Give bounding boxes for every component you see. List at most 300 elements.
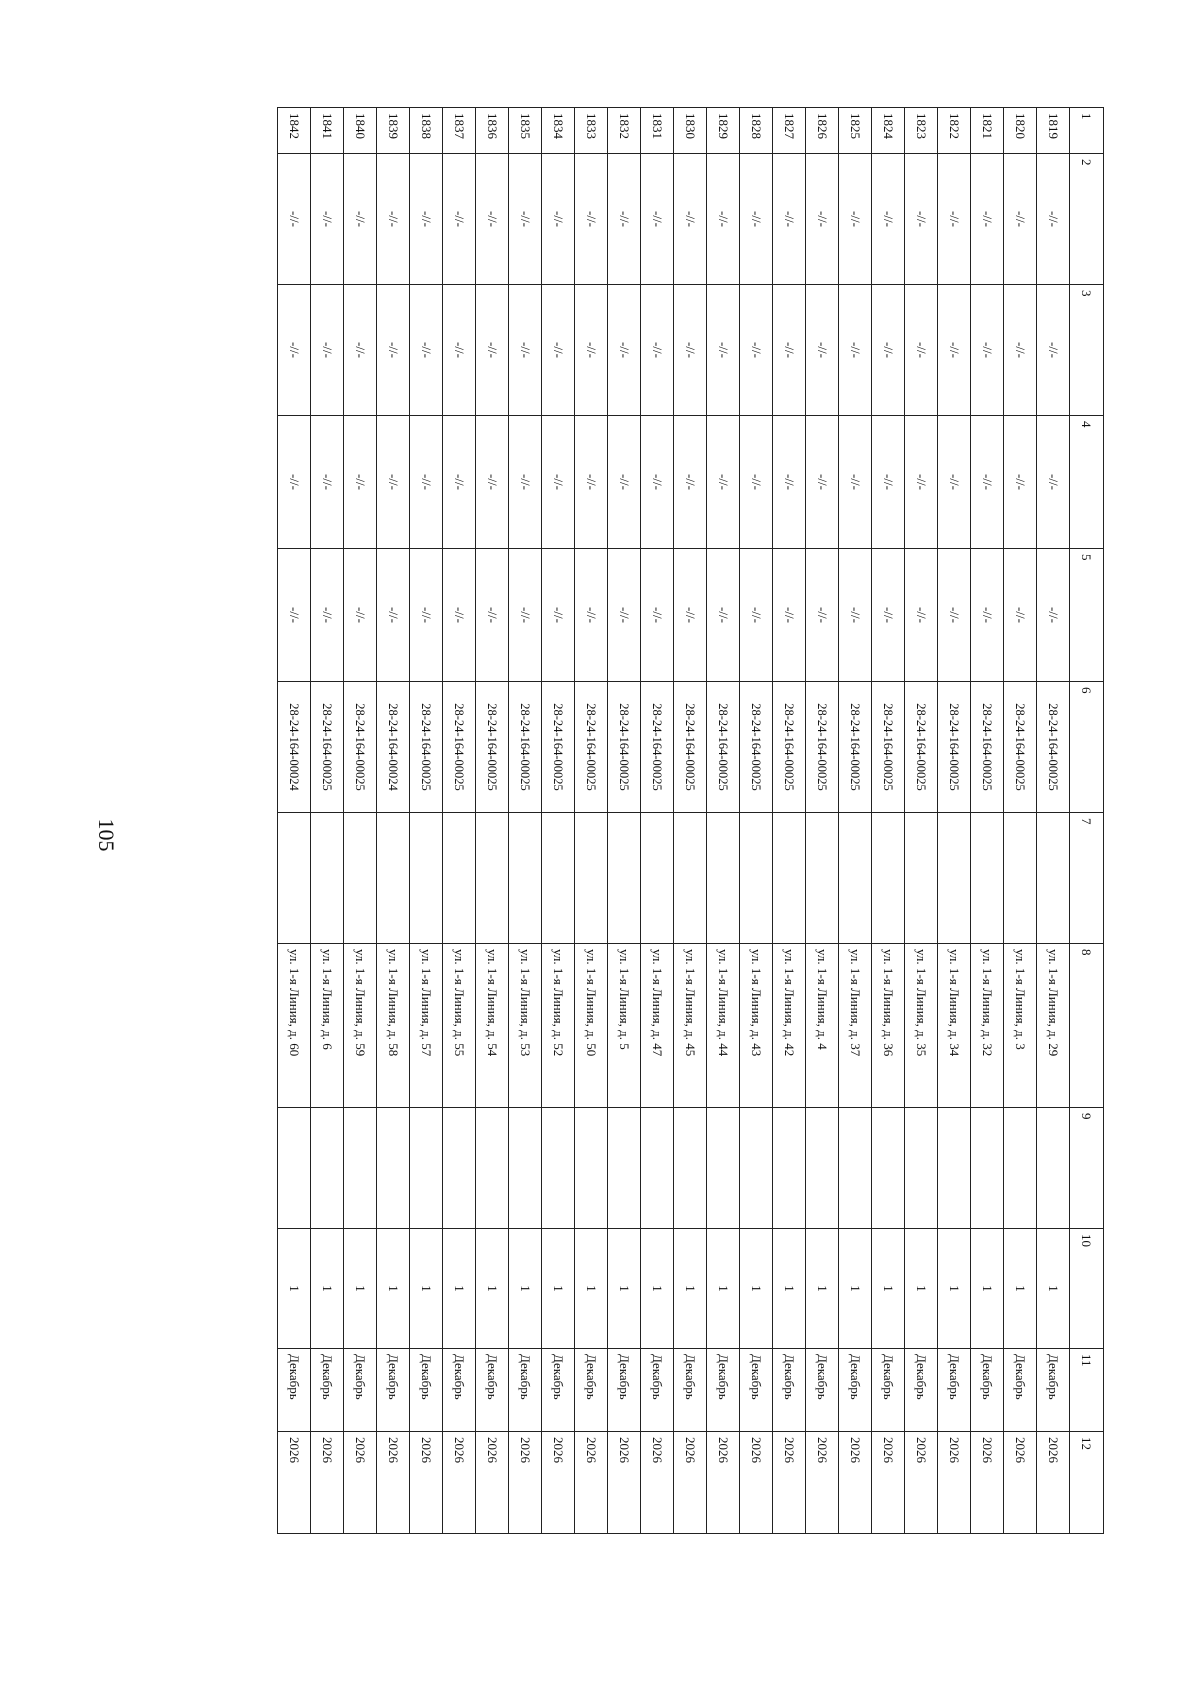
col-7-cell: [476, 813, 509, 944]
header-cell: 6: [1070, 682, 1104, 813]
col-2-cell: -//-: [344, 154, 377, 285]
col-2-cell: -//-: [938, 154, 971, 285]
col-9-cell: [1037, 1108, 1070, 1229]
quantity-cell: 1: [1004, 1229, 1037, 1349]
col-2-cell: -//-: [773, 154, 806, 285]
col-2-cell: -//-: [707, 154, 740, 285]
col-5-cell: -//-: [1004, 549, 1037, 682]
col-7-cell: [707, 813, 740, 944]
header-cell: 11: [1070, 1349, 1104, 1432]
col-2-cell: -//-: [839, 154, 872, 285]
quantity-cell: 1: [443, 1229, 476, 1349]
col-3-cell: -//-: [1037, 285, 1070, 416]
quantity-cell: 1: [839, 1229, 872, 1349]
row-number-cell: 1833: [575, 108, 608, 154]
address-cell: ул. 1-я Линия, д. 47: [641, 944, 674, 1108]
col-7-cell: [608, 813, 641, 944]
quantity-cell: 1: [476, 1229, 509, 1349]
quantity-cell: 1: [410, 1229, 443, 1349]
col-9-cell: [674, 1108, 707, 1229]
col-7-cell: [971, 813, 1004, 944]
table-row: [608, 108, 641, 1534]
row-number-cell: 1839: [377, 108, 410, 154]
cadastral-number-cell: 28-24-164-00025: [1004, 682, 1037, 813]
table-row: [872, 108, 905, 1534]
month-cell: Декабрь: [476, 1349, 509, 1432]
quantity-cell: 1: [377, 1229, 410, 1349]
month-cell: Декабрь: [740, 1349, 773, 1432]
cadastral-number-cell: 28-24-164-00025: [707, 682, 740, 813]
col-9-cell: [608, 1108, 641, 1229]
col-9-cell: [509, 1108, 542, 1229]
col-9-cell: [971, 1108, 1004, 1229]
col-3-cell: -//-: [542, 285, 575, 416]
col-4-cell: -//-: [839, 416, 872, 549]
address-cell: ул. 1-я Линия, д. 42: [773, 944, 806, 1108]
quantity-cell: 1: [311, 1229, 344, 1349]
col-7-cell: [377, 813, 410, 944]
col-2-cell: -//-: [872, 154, 905, 285]
col-5-cell: -//-: [839, 549, 872, 682]
row-number-cell: 1828: [740, 108, 773, 154]
month-cell: Декабрь: [311, 1349, 344, 1432]
address-cell: ул. 1-я Линия, д. 45: [674, 944, 707, 1108]
col-5-cell: -//-: [608, 549, 641, 682]
month-cell: Декабрь: [938, 1349, 971, 1432]
col-7-cell: [740, 813, 773, 944]
col-9-cell: [443, 1108, 476, 1229]
col-4-cell: -//-: [641, 416, 674, 549]
col-3-cell: -//-: [575, 285, 608, 416]
row-number-cell: 1831: [641, 108, 674, 154]
quantity-cell: 1: [278, 1229, 311, 1349]
table-row: [938, 108, 971, 1534]
table-row: [278, 108, 311, 1534]
year-cell: 2026: [410, 1432, 443, 1534]
header-cell: 12: [1070, 1432, 1104, 1534]
table-row: [1004, 108, 1037, 1534]
col-4-cell: -//-: [278, 416, 311, 549]
col-4-cell: -//-: [806, 416, 839, 549]
row-number-cell: 1832: [608, 108, 641, 154]
col-7-cell: [1037, 813, 1070, 944]
cadastral-number-cell: 28-24-164-00025: [476, 682, 509, 813]
col-2-cell: -//-: [575, 154, 608, 285]
table-row: [344, 108, 377, 1534]
cadastral-number-cell: 28-24-164-00025: [872, 682, 905, 813]
address-cell: ул. 1-я Линия, д. 53: [509, 944, 542, 1108]
header-cell: 9: [1070, 1108, 1104, 1229]
header-cell: 8: [1070, 944, 1104, 1108]
header-row: [1070, 108, 1104, 1534]
year-cell: 2026: [344, 1432, 377, 1534]
table-row: [443, 108, 476, 1534]
month-cell: Декабрь: [872, 1349, 905, 1432]
address-cell: ул. 1-я Линия, д. 52: [542, 944, 575, 1108]
col-3-cell: -//-: [509, 285, 542, 416]
table-row: [905, 108, 938, 1534]
col-5-cell: -//-: [674, 549, 707, 682]
col-7-cell: [872, 813, 905, 944]
header-cell: 5: [1070, 549, 1104, 682]
address-cell: ул. 1-я Линия, д. 4: [806, 944, 839, 1108]
table-row: [839, 108, 872, 1534]
address-cell: ул. 1-я Линия, д. 60: [278, 944, 311, 1108]
cadastral-number-cell: 28-24-164-00025: [773, 682, 806, 813]
table-row: [377, 108, 410, 1534]
col-5-cell: -//-: [476, 549, 509, 682]
col-2-cell: -//-: [509, 154, 542, 285]
month-cell: Декабрь: [1004, 1349, 1037, 1432]
year-cell: 2026: [674, 1432, 707, 1534]
year-cell: 2026: [1004, 1432, 1037, 1534]
month-cell: Декабрь: [608, 1349, 641, 1432]
col-3-cell: -//-: [278, 285, 311, 416]
col-3-cell: -//-: [476, 285, 509, 416]
year-cell: 2026: [542, 1432, 575, 1534]
col-4-cell: -//-: [608, 416, 641, 549]
col-4-cell: -//-: [344, 416, 377, 549]
month-cell: Декабрь: [707, 1349, 740, 1432]
year-cell: 2026: [575, 1432, 608, 1534]
col-2-cell: -//-: [641, 154, 674, 285]
year-cell: 2026: [740, 1432, 773, 1534]
row-number-cell: 1821: [971, 108, 1004, 154]
col-2-cell: -//-: [278, 154, 311, 285]
col-9-cell: [872, 1108, 905, 1229]
col-5-cell: -//-: [311, 549, 344, 682]
cadastral-number-cell: 28-24-164-00025: [575, 682, 608, 813]
row-number-cell: 1829: [707, 108, 740, 154]
col-2-cell: -//-: [410, 154, 443, 285]
col-9-cell: [542, 1108, 575, 1229]
col-2-cell: -//-: [311, 154, 344, 285]
col-9-cell: [641, 1108, 674, 1229]
quantity-cell: 1: [971, 1229, 1004, 1349]
col-5-cell: -//-: [344, 549, 377, 682]
col-4-cell: -//-: [509, 416, 542, 549]
cadastral-number-cell: 28-24-164-00025: [971, 682, 1004, 813]
cadastral-number-cell: 28-24-164-00025: [740, 682, 773, 813]
col-4-cell: -//-: [311, 416, 344, 549]
col-7-cell: [905, 813, 938, 944]
col-2-cell: -//-: [1004, 154, 1037, 285]
cadastral-number-cell: 28-24-164-00025: [410, 682, 443, 813]
year-cell: 2026: [509, 1432, 542, 1534]
address-cell: ул. 1-я Линия, д. 36: [872, 944, 905, 1108]
col-9-cell: [410, 1108, 443, 1229]
col-5-cell: -//-: [806, 549, 839, 682]
cadastral-number-cell: 28-24-164-00025: [674, 682, 707, 813]
col-4-cell: -//-: [1037, 416, 1070, 549]
col-7-cell: [344, 813, 377, 944]
row-number-cell: 1842: [278, 108, 311, 154]
table-row: [410, 108, 443, 1534]
year-cell: 2026: [806, 1432, 839, 1534]
table-row: [476, 108, 509, 1534]
year-cell: 2026: [839, 1432, 872, 1534]
cadastral-number-cell: 28-24-164-00025: [1037, 682, 1070, 813]
col-9-cell: [575, 1108, 608, 1229]
month-cell: Декабрь: [839, 1349, 872, 1432]
col-5-cell: -//-: [1037, 549, 1070, 682]
col-4-cell: -//-: [476, 416, 509, 549]
quantity-cell: 1: [773, 1229, 806, 1349]
col-7-cell: [278, 813, 311, 944]
col-5-cell: -//-: [707, 549, 740, 682]
col-3-cell: -//-: [311, 285, 344, 416]
col-4-cell: -//-: [443, 416, 476, 549]
quantity-cell: 1: [608, 1229, 641, 1349]
cadastral-number-cell: 28-24-164-00025: [905, 682, 938, 813]
col-7-cell: [575, 813, 608, 944]
col-9-cell: [938, 1108, 971, 1229]
row-number-cell: 1819: [1037, 108, 1070, 154]
row-number-cell: 1835: [509, 108, 542, 154]
month-cell: Декабрь: [509, 1349, 542, 1432]
month-cell: Декабрь: [410, 1349, 443, 1432]
col-7-cell: [443, 813, 476, 944]
cadastral-number-cell: 28-24-164-00025: [806, 682, 839, 813]
address-cell: ул. 1-я Линия, д. 34: [938, 944, 971, 1108]
col-3-cell: -//-: [1004, 285, 1037, 416]
cadastral-number-cell: 28-24-164-00025: [509, 682, 542, 813]
col-7-cell: [674, 813, 707, 944]
col-3-cell: -//-: [707, 285, 740, 416]
col-9-cell: [344, 1108, 377, 1229]
quantity-cell: 1: [872, 1229, 905, 1349]
address-cell: ул. 1-я Линия, д. 57: [410, 944, 443, 1108]
cadastral-number-cell: 28-24-164-00025: [443, 682, 476, 813]
col-9-cell: [905, 1108, 938, 1229]
year-cell: 2026: [443, 1432, 476, 1534]
col-7-cell: [641, 813, 674, 944]
col-7-cell: [938, 813, 971, 944]
row-number-cell: 1830: [674, 108, 707, 154]
quantity-cell: 1: [806, 1229, 839, 1349]
col-7-cell: [509, 813, 542, 944]
col-4-cell: -//-: [377, 416, 410, 549]
col-9-cell: [806, 1108, 839, 1229]
col-2-cell: -//-: [377, 154, 410, 285]
col-2-cell: -//-: [443, 154, 476, 285]
col-3-cell: -//-: [806, 285, 839, 416]
col-7-cell: [806, 813, 839, 944]
header-cell: 1: [1070, 108, 1104, 154]
year-cell: 2026: [476, 1432, 509, 1534]
quantity-cell: 1: [905, 1229, 938, 1349]
address-cell: ул. 1-я Линия, д. 3: [1004, 944, 1037, 1108]
col-5-cell: -//-: [905, 549, 938, 682]
year-cell: 2026: [773, 1432, 806, 1534]
cadastral-number-cell: 28-24-164-00025: [344, 682, 377, 813]
address-cell: ул. 1-я Линия, д. 32: [971, 944, 1004, 1108]
table-row: [740, 108, 773, 1534]
month-cell: Декабрь: [971, 1349, 1004, 1432]
table-row: [509, 108, 542, 1534]
cadastral-number-cell: 28-24-164-00025: [938, 682, 971, 813]
table-row: [575, 108, 608, 1534]
col-5-cell: -//-: [443, 549, 476, 682]
row-number-cell: 1824: [872, 108, 905, 154]
col-3-cell: -//-: [938, 285, 971, 416]
month-cell: Декабрь: [1037, 1349, 1070, 1432]
month-cell: Декабрь: [575, 1349, 608, 1432]
col-4-cell: -//-: [1004, 416, 1037, 549]
col-3-cell: -//-: [377, 285, 410, 416]
col-2-cell: -//-: [740, 154, 773, 285]
col-4-cell: -//-: [575, 416, 608, 549]
month-cell: Декабрь: [443, 1349, 476, 1432]
month-cell: Декабрь: [344, 1349, 377, 1432]
row-number-cell: 1836: [476, 108, 509, 154]
cadastral-number-cell: 28-24-164-00025: [641, 682, 674, 813]
col-5-cell: -//-: [641, 549, 674, 682]
row-number-cell: 1834: [542, 108, 575, 154]
col-2-cell: -//-: [542, 154, 575, 285]
table-row: [1037, 108, 1070, 1534]
col-2-cell: -//-: [1037, 154, 1070, 285]
col-4-cell: -//-: [938, 416, 971, 549]
address-cell: ул. 1-я Линия, д. 37: [839, 944, 872, 1108]
col-9-cell: [377, 1108, 410, 1229]
year-cell: 2026: [641, 1432, 674, 1534]
table-row: [641, 108, 674, 1534]
year-cell: 2026: [377, 1432, 410, 1534]
col-5-cell: -//-: [872, 549, 905, 682]
row-number-cell: 1825: [839, 108, 872, 154]
address-cell: ул. 1-я Линия, д. 43: [740, 944, 773, 1108]
row-number-cell: 1827: [773, 108, 806, 154]
table-row: [674, 108, 707, 1534]
col-9-cell: [839, 1108, 872, 1229]
col-3-cell: -//-: [839, 285, 872, 416]
col-3-cell: -//-: [905, 285, 938, 416]
col-2-cell: -//-: [674, 154, 707, 285]
col-3-cell: -//-: [641, 285, 674, 416]
quantity-cell: 1: [575, 1229, 608, 1349]
quantity-cell: 1: [542, 1229, 575, 1349]
col-3-cell: -//-: [773, 285, 806, 416]
col-2-cell: -//-: [971, 154, 1004, 285]
table-row: [971, 108, 1004, 1534]
quantity-cell: 1: [344, 1229, 377, 1349]
address-cell: ул. 1-я Линия, д. 55: [443, 944, 476, 1108]
col-3-cell: -//-: [344, 285, 377, 416]
col-5-cell: -//-: [575, 549, 608, 682]
cadastral-number-cell: 28-24-164-00025: [608, 682, 641, 813]
col-9-cell: [740, 1108, 773, 1229]
col-4-cell: -//-: [410, 416, 443, 549]
year-cell: 2026: [971, 1432, 1004, 1534]
cadastral-number-cell: 28-24-164-00025: [311, 682, 344, 813]
col-4-cell: -//-: [971, 416, 1004, 549]
row-number-cell: 1820: [1004, 108, 1037, 154]
col-3-cell: -//-: [971, 285, 1004, 416]
col-4-cell: -//-: [773, 416, 806, 549]
col-3-cell: -//-: [872, 285, 905, 416]
address-cell: ул. 1-я Линия, д. 44: [707, 944, 740, 1108]
address-cell: ул. 1-я Линия, д. 5: [608, 944, 641, 1108]
quantity-cell: 1: [674, 1229, 707, 1349]
row-number-cell: 1841: [311, 108, 344, 154]
col-9-cell: [311, 1108, 344, 1229]
address-cell: ул. 1-я Линия, д. 6: [311, 944, 344, 1108]
year-cell: 2026: [707, 1432, 740, 1534]
col-9-cell: [278, 1108, 311, 1229]
cadastral-number-cell: 28-24-164-00024: [377, 682, 410, 813]
row-number-cell: 1823: [905, 108, 938, 154]
col-4-cell: -//-: [872, 416, 905, 549]
col-5-cell: -//-: [410, 549, 443, 682]
col-5-cell: -//-: [740, 549, 773, 682]
data-table: [277, 107, 1104, 1534]
quantity-cell: 1: [938, 1229, 971, 1349]
address-cell: ул. 1-я Линия, д. 59: [344, 944, 377, 1108]
row-number-cell: 1822: [938, 108, 971, 154]
page-number: 105: [94, 818, 119, 852]
col-3-cell: -//-: [740, 285, 773, 416]
col-4-cell: -//-: [707, 416, 740, 549]
month-cell: Декабрь: [674, 1349, 707, 1432]
table-row: [806, 108, 839, 1534]
table-row: [773, 108, 806, 1534]
col-7-cell: [542, 813, 575, 944]
col-3-cell: -//-: [674, 285, 707, 416]
cadastral-number-cell: 28-24-164-00025: [839, 682, 872, 813]
quantity-cell: 1: [1037, 1229, 1070, 1349]
col-5-cell: -//-: [938, 549, 971, 682]
col-7-cell: [311, 813, 344, 944]
col-9-cell: [1004, 1108, 1037, 1229]
row-number-cell: 1838: [410, 108, 443, 154]
quantity-cell: 1: [740, 1229, 773, 1349]
row-number-cell: 1840: [344, 108, 377, 154]
col-3-cell: -//-: [443, 285, 476, 416]
month-cell: Декабрь: [641, 1349, 674, 1432]
month-cell: Декабрь: [542, 1349, 575, 1432]
col-7-cell: [773, 813, 806, 944]
col-2-cell: -//-: [806, 154, 839, 285]
address-cell: ул. 1-я Линия, д. 54: [476, 944, 509, 1108]
header-cell: 2: [1070, 154, 1104, 285]
col-4-cell: -//-: [542, 416, 575, 549]
year-cell: 2026: [1037, 1432, 1070, 1534]
col-9-cell: [476, 1108, 509, 1229]
col-7-cell: [1004, 813, 1037, 944]
col-5-cell: -//-: [278, 549, 311, 682]
col-2-cell: -//-: [476, 154, 509, 285]
col-3-cell: -//-: [608, 285, 641, 416]
table-row: [311, 108, 344, 1534]
address-cell: ул. 1-я Линия, д. 58: [377, 944, 410, 1108]
table-row: [542, 108, 575, 1534]
month-cell: Декабрь: [806, 1349, 839, 1432]
col-7-cell: [839, 813, 872, 944]
address-cell: ул. 1-я Линия, д. 35: [905, 944, 938, 1108]
col-4-cell: -//-: [674, 416, 707, 549]
table-body: [278, 108, 1104, 1534]
col-5-cell: -//-: [542, 549, 575, 682]
month-cell: Декабрь: [377, 1349, 410, 1432]
col-5-cell: -//-: [773, 549, 806, 682]
col-5-cell: -//-: [971, 549, 1004, 682]
col-4-cell: -//-: [905, 416, 938, 549]
year-cell: 2026: [278, 1432, 311, 1534]
header-cell: 10: [1070, 1229, 1104, 1349]
year-cell: 2026: [905, 1432, 938, 1534]
col-4-cell: -//-: [740, 416, 773, 549]
